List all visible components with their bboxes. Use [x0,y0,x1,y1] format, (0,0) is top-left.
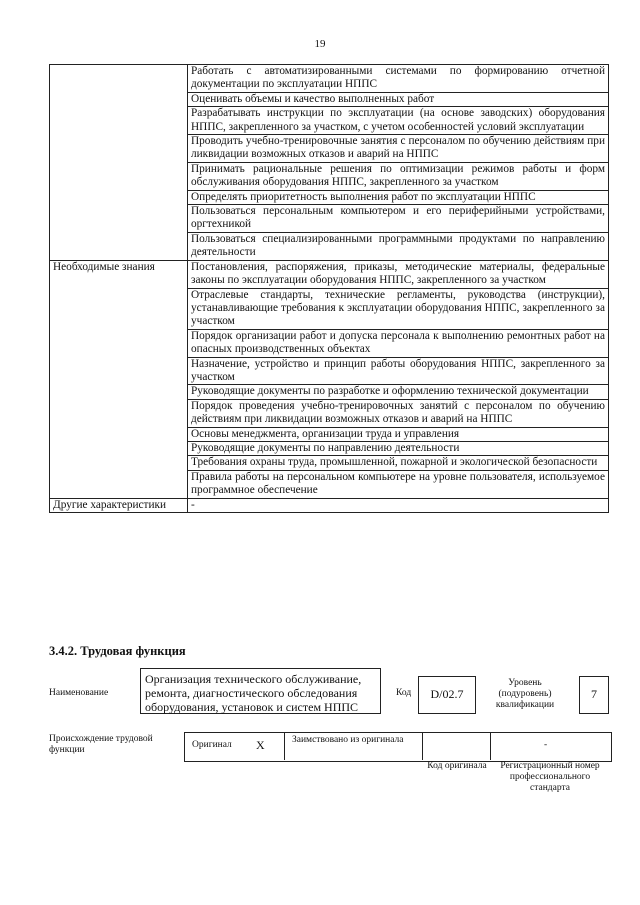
section-title: 3.4.2. Трудовая функция [49,644,186,658]
table-cell-right: Руководящие документы по разработке и оформлению технической документации [188,385,609,399]
origin-divider [284,732,285,760]
table-cell-right: Требования охраны труда, промышленной, пожарной и экологической безопасности [188,456,609,470]
code-box [418,676,476,714]
table-cell-right: Порядок проведения учебно-тренировочных занятий с персоналом по обучению действиям при ликвидации возможных отказов и аварий на НППС [188,399,609,427]
table-cell-right: Пользоваться персональным компьютером и его периферийными устройствами, оргтехникой [188,205,609,233]
table-cell-right: Основы менеджмента, организации труда и управления [188,427,609,441]
origin-divider [490,732,491,760]
borrowed-label: Заимствовано из оригинала [292,735,404,745]
table-row [50,65,609,93]
table-cell-right: Правила работы на персональном компьютере на уровне пользователя, используемое программное обеспечение [188,470,609,498]
table-row [50,260,609,288]
table-cell-right: Порядок организации работ и допуска персонала к выполнению ремонтных работ на опасных производственных объектах [188,329,609,357]
table-cell-right: Разрабатывать инструкции по эксплуатации (на основе заводских) оборудования НППС, закрепленного за участком, с учетом особенностей условий эксплуатации [188,107,609,135]
table-cell-left-knowledge: Необходимые знания [50,260,188,498]
origin-divider [422,732,423,760]
level-label: Уровень (подуровень) квалификации [495,678,555,710]
knowledge-skills-table [49,64,609,513]
origin-label: Происхождение трудовой функции [49,734,153,755]
function-name-value: Организация технического обслуживание, ремонта, диагностического обследования оборудования, установок и систем НППС [145,672,362,714]
dash-mark: - [544,740,548,750]
table-cell-right: Постановления, распоряжения, приказы, методические материалы, федеральные законы по эксплуатации оборудования НППС, закрепленного за участком [188,260,609,288]
code-caption: Код оригинала [427,761,487,771]
table-cell-right: - [188,498,609,512]
name-label: Наименование [49,688,109,698]
table-cell-right: Руководящие документы по направлению деятельности [188,441,609,455]
code-label: Код [396,688,412,698]
table-cell-right: Проводить учебно-тренировочные занятия с персоналом по обучению действиям при ликвидации возможных отказов и аварий на НППС [188,135,609,163]
code-value: D/02.7 [430,687,464,701]
table-cell-left-other: Другие характеристики [50,498,188,512]
reg-caption: Регистрационный номер профессионального стандарта [500,761,600,793]
level-box [579,676,609,714]
table-cell-right: Работать с автоматизированными системами по формированию отчетной документации по эксплуатации НППС [188,65,609,93]
table-cell-right: Принимать рациональные решения по оптимизации режимов работы и форм обслуживания оборудования НППС, закрепленного за участком [188,162,609,190]
table-cell-right: Назначение, устройство и принцип работы оборудования НППС, закрепленного за участком [188,357,609,385]
table-row [50,498,609,512]
table-cell-right: Определять приоритетность выполнения работ по эксплуатации НППС [188,190,609,204]
page-number: 19 [314,38,326,50]
table-cell-right: Оценивать объемы и качество выполненных работ [188,92,609,106]
table-cell-left [50,65,188,261]
table-cell-right: Пользоваться специализированными программными продуктами по направлению деятельности [188,232,609,260]
original-mark: X [256,738,265,752]
original-label: Оригинал [192,740,232,750]
function-name-box [140,668,381,714]
level-value: 7 [591,687,597,701]
table-cell-right: Отраслевые стандарты, технические регламенты, руководства (инструкции), устанавливающие требования к эксплуатации оборудования НППС, закрепленного за участком [188,288,609,329]
